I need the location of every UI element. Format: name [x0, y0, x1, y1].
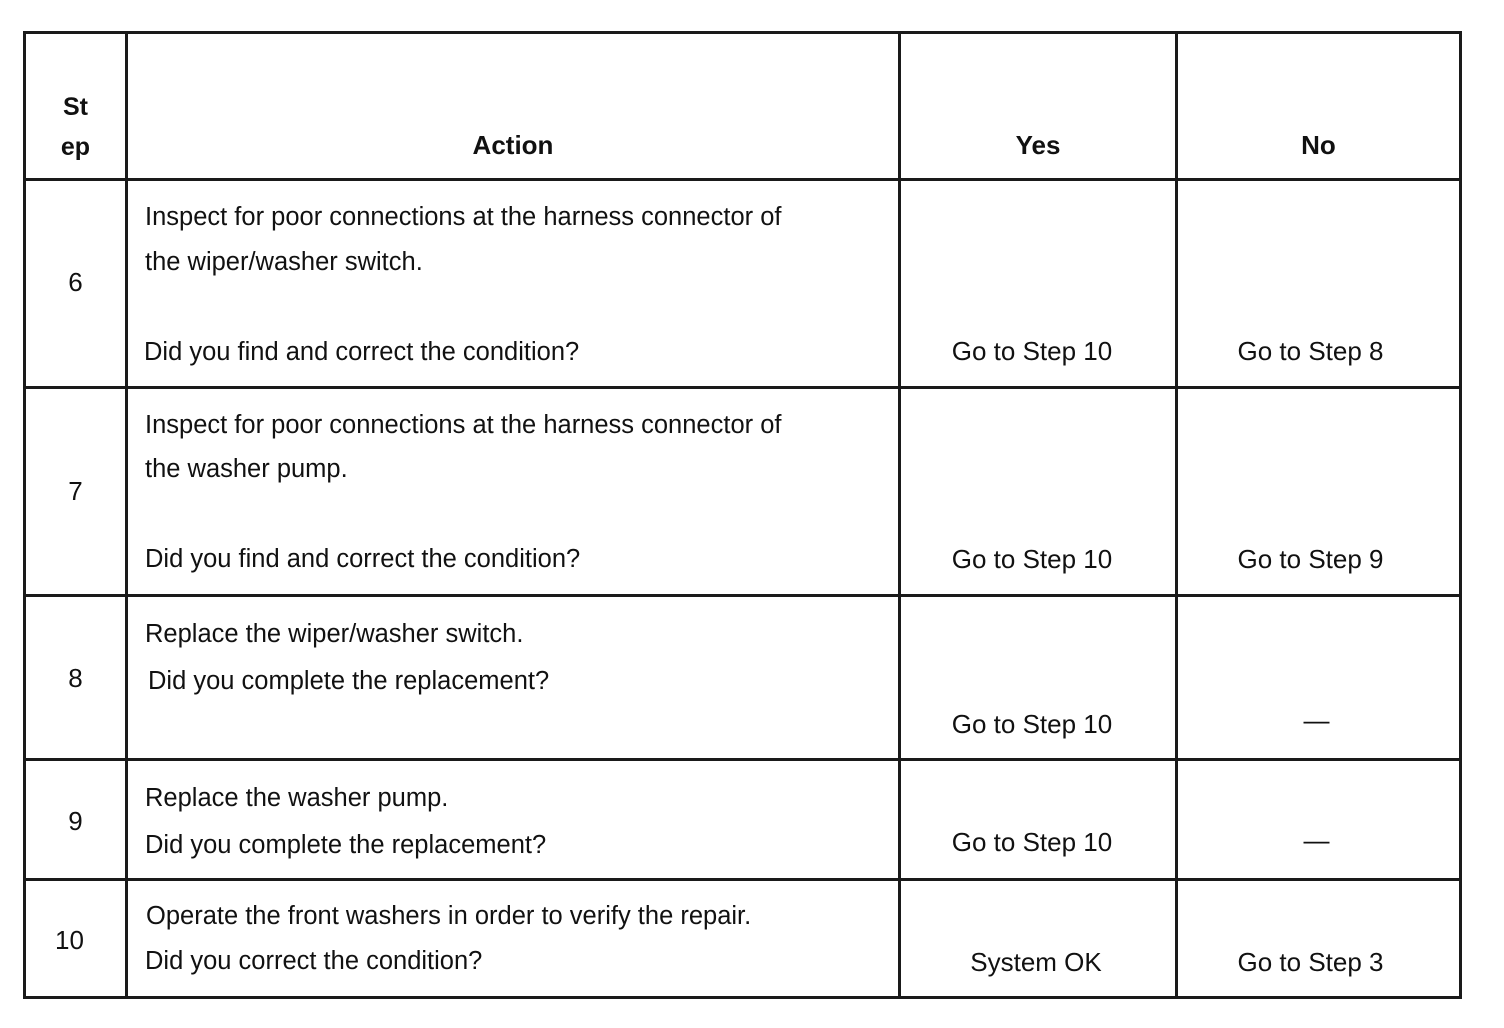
action-cell [127, 596, 900, 760]
header-action: Action [127, 33, 900, 180]
action-cell [127, 760, 900, 880]
diagnostic-table [23, 31, 1462, 999]
table-row [25, 388, 1461, 596]
action-text: Inspect for poor connections at the harness connector of [145, 203, 782, 231]
header-step-line2: ep [60, 133, 91, 161]
header-step-line1: St [63, 93, 88, 121]
no-answer: Go to Step 9 [1237, 544, 1384, 574]
no-cell [1177, 180, 1461, 388]
action-text: Operate the front washers in order to verify the repair. [146, 902, 752, 930]
yes-answer: Go to Step 10 [951, 544, 1113, 574]
yes-cell [900, 880, 1177, 998]
action-text: the wiper/washer switch. [145, 248, 423, 276]
action-text: Inspect for poor connections at the harness connector of [145, 411, 782, 439]
table-row [25, 880, 1461, 998]
action-question: Did you find and correct the condition? [144, 338, 580, 366]
step-number: 9 [68, 806, 83, 836]
yes-cell [900, 180, 1177, 388]
action-text: Replace the wiper/washer switch. [145, 620, 524, 648]
header-yes: Yes [900, 33, 1177, 180]
table-row [25, 760, 1461, 880]
action-cell [127, 880, 900, 998]
no-cell [1177, 880, 1461, 998]
header-row [25, 33, 1461, 180]
no-answer: — [1303, 825, 1330, 855]
step-number: 8 [68, 663, 83, 693]
step-number: 6 [68, 267, 83, 297]
no-answer: — [1303, 705, 1330, 735]
yes-cell [900, 596, 1177, 760]
action-cell [127, 180, 900, 388]
header-no: No [1177, 33, 1461, 180]
step-cell [25, 880, 127, 998]
yes-cell [900, 760, 1177, 880]
header-step [25, 33, 127, 180]
step-cell [25, 760, 127, 880]
table-row [25, 180, 1461, 388]
action-question: Did you correct the condition? [145, 947, 483, 975]
yes-answer: System OK [970, 947, 1102, 977]
action-question: Did you complete the replacement? [148, 667, 550, 695]
yes-cell [900, 388, 1177, 596]
action-text: Replace the washer pump. [145, 784, 449, 812]
yes-answer: Go to Step 10 [951, 709, 1113, 739]
no-cell [1177, 596, 1461, 760]
table-row [25, 596, 1461, 760]
yes-answer: Go to Step 10 [951, 336, 1113, 366]
action-cell [127, 388, 900, 596]
no-cell [1177, 760, 1461, 880]
step-number: 7 [68, 476, 83, 506]
action-text: the washer pump. [145, 455, 348, 483]
step-number: 10 [55, 925, 84, 955]
yes-answer: Go to Step 10 [951, 827, 1113, 857]
action-question: Did you complete the replacement? [145, 831, 547, 859]
no-answer: Go to Step 8 [1237, 336, 1384, 366]
step-cell [25, 388, 127, 596]
no-cell [1177, 388, 1461, 596]
step-cell [25, 180, 127, 388]
no-answer: Go to Step 3 [1237, 947, 1384, 977]
action-question: Did you find and correct the condition? [145, 545, 581, 573]
step-cell [25, 596, 127, 760]
